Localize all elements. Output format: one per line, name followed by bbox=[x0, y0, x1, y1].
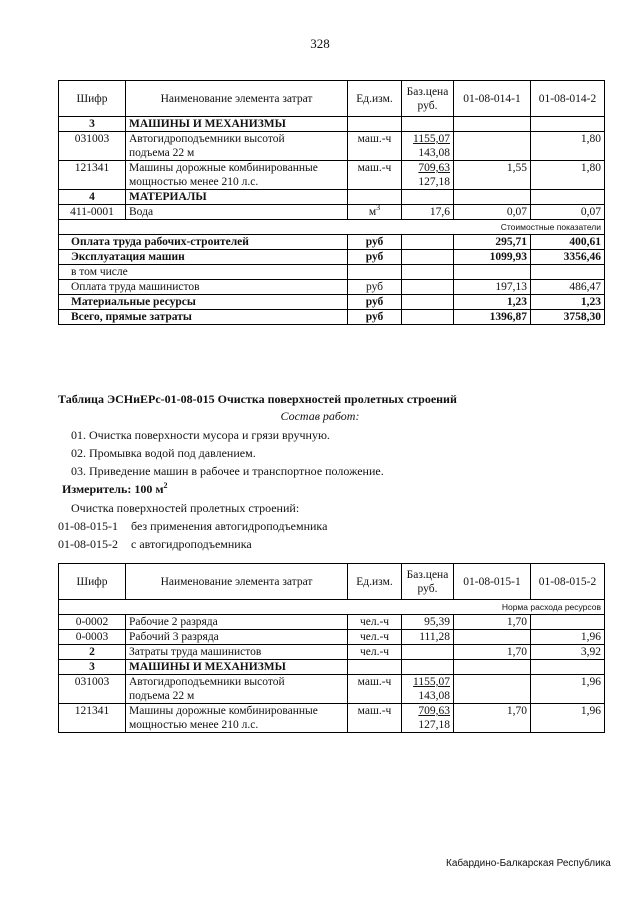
resource-name: Автогидроподъемники высотой подъема 22 м bbox=[126, 132, 348, 161]
section-title: МАШИНЫ И МЕХАНИЗМЫ bbox=[126, 660, 348, 675]
summary-col-b: 400,61 bbox=[531, 235, 605, 250]
table-title: Таблица ЭСНиЕРс-01-08-015 Очистка поверхностей пролетных строений bbox=[58, 392, 457, 406]
meter-label: Измеритель: 100 $м^2$ bbox=[62, 481, 168, 496]
summary-unit: руб bbox=[348, 310, 402, 325]
section-number: 4 bbox=[59, 190, 126, 205]
table-row bbox=[59, 630, 605, 645]
resource-code: 411-0001 bbox=[59, 205, 126, 220]
value-col-b: 1,96 bbox=[531, 630, 605, 645]
summary-col-a: 197,13 bbox=[454, 280, 531, 295]
resource-price: 709,63 127,18 bbox=[402, 704, 454, 733]
work-step: 01. Очистка поверхности мусора и грязи вручную. bbox=[71, 428, 330, 442]
section-title: МАТЕРИАЛЫ bbox=[126, 190, 348, 205]
resource-code: 0-0003 bbox=[59, 630, 126, 645]
resource-price: 95,39 bbox=[402, 615, 454, 630]
table-header-row bbox=[59, 81, 605, 117]
summary-row bbox=[59, 265, 605, 280]
resource-table-014 bbox=[58, 80, 605, 325]
value-col-a bbox=[454, 132, 531, 161]
composition-heading: Состав работ: bbox=[280, 409, 360, 423]
table-header-row bbox=[59, 564, 605, 600]
resource-code: 121341 bbox=[59, 704, 126, 733]
summary-label: Материальные ресурсы bbox=[59, 295, 348, 310]
section-row bbox=[59, 190, 605, 205]
value-col-a: 1,55 bbox=[454, 161, 531, 190]
resource-code: 0-0002 bbox=[59, 615, 126, 630]
cleaning-label: Очистка поверхностей пролетных строений: bbox=[71, 501, 300, 515]
variant-text: с автогидроподъемника bbox=[131, 537, 252, 551]
header-unit: Ед.изм. bbox=[348, 81, 402, 117]
header-code: Шифр bbox=[59, 81, 126, 117]
value-col-b: 1,80 bbox=[531, 161, 605, 190]
variant-code: 01-08-015-1 bbox=[58, 519, 118, 533]
resource-code: 121341 bbox=[59, 161, 126, 190]
footer-region: Кабардино-Балкарская Республика bbox=[446, 858, 611, 869]
resource-name: Затраты труда машинистов bbox=[126, 645, 348, 660]
value-col-a: 1,70 bbox=[454, 615, 531, 630]
summary-col-a: 295,71 bbox=[454, 235, 531, 250]
resource-unit: маш.-ч bbox=[348, 161, 402, 190]
value-col-a: 0,07 bbox=[454, 205, 531, 220]
value-col-a: 1,70 bbox=[454, 645, 531, 660]
section-row bbox=[59, 117, 605, 132]
value-col-b: 1,96 bbox=[531, 704, 605, 733]
summary-row bbox=[59, 310, 605, 325]
resource-price: 111,28 bbox=[402, 630, 454, 645]
resource-table-015 bbox=[58, 563, 605, 733]
resource-name: Машины дорожные комбинированные мощностью менее 210 л.с. bbox=[126, 704, 348, 733]
header-name: Наименование элемента затрат bbox=[126, 81, 348, 117]
summary-label: Эксплуатация машин bbox=[59, 250, 348, 265]
resource-unit: чел.-ч bbox=[348, 630, 402, 645]
cost-note: Стоимостные показатели bbox=[59, 220, 605, 235]
header-unit: Ед.изм. bbox=[348, 564, 402, 600]
value-col-a bbox=[454, 630, 531, 645]
resource-name: Рабочие 2 разряда bbox=[126, 615, 348, 630]
resource-price: 17,6 bbox=[402, 205, 454, 220]
table-row bbox=[59, 645, 605, 660]
summary-row bbox=[59, 250, 605, 265]
section-title: МАШИНЫ И МЕХАНИЗМЫ bbox=[126, 117, 348, 132]
summary-label: Оплата труда машинистов bbox=[59, 280, 348, 295]
norm-note-row bbox=[59, 600, 605, 615]
value-col-b bbox=[531, 615, 605, 630]
section-number: 3 bbox=[59, 660, 126, 675]
value-col-a bbox=[454, 675, 531, 704]
resource-price bbox=[402, 645, 454, 660]
resource-unit: маш.-ч bbox=[348, 675, 402, 704]
variant-code: 01-08-015-2 bbox=[58, 537, 118, 551]
table-row bbox=[59, 132, 605, 161]
section-row bbox=[59, 660, 605, 675]
summary-col-a: 1396,87 bbox=[454, 310, 531, 325]
resource-name: Машины дорожные комбинированные мощностью менее 210 л.с. bbox=[126, 161, 348, 190]
resource-unit: чел.-ч bbox=[348, 615, 402, 630]
resource-code: 031003 bbox=[59, 132, 126, 161]
resource-name: Автогидроподъемники высотой подъема 22 м bbox=[126, 675, 348, 704]
summary-label: в том числе bbox=[59, 265, 348, 280]
header-col-a: 01-08-014-1 bbox=[454, 81, 531, 117]
summary-col-a: 1099,93 bbox=[454, 250, 531, 265]
summary-col-b: 3758,30 bbox=[531, 310, 605, 325]
work-step: 02. Промывка водой под давлением. bbox=[71, 446, 256, 460]
header-name: Наименование элемента затрат bbox=[126, 564, 348, 600]
header-col-b: 01-08-014-2 bbox=[531, 81, 605, 117]
value-col-b: 1,80 bbox=[531, 132, 605, 161]
resource-code: 2 bbox=[59, 645, 126, 660]
table-row bbox=[59, 205, 605, 220]
resource-price: 1155,07 143,08 bbox=[402, 132, 454, 161]
work-step: 03. Приведение машин в рабочее и транспортное положение. bbox=[71, 464, 384, 478]
value-col-b: 3,92 bbox=[531, 645, 605, 660]
summary-row bbox=[59, 235, 605, 250]
header-col-b: 01-08-015-2 bbox=[531, 564, 605, 600]
resource-price: 1155,07 143,08 bbox=[402, 675, 454, 704]
variant-text: без применения автогидроподъемника bbox=[131, 519, 328, 533]
resource-code: 031003 bbox=[59, 675, 126, 704]
section-number: 3 bbox=[59, 117, 126, 132]
table-row bbox=[59, 675, 605, 704]
page-number: 328 bbox=[310, 36, 330, 51]
summary-unit: руб bbox=[348, 250, 402, 265]
summary-col-b: 1,23 bbox=[531, 295, 605, 310]
summary-unit: руб bbox=[348, 235, 402, 250]
value-col-a: 1,70 bbox=[454, 704, 531, 733]
resource-name: Вода bbox=[126, 205, 348, 220]
cost-note-row bbox=[59, 220, 605, 235]
value-col-b: 0,07 bbox=[531, 205, 605, 220]
summary-row bbox=[59, 280, 605, 295]
resource-unit: чел.-ч bbox=[348, 645, 402, 660]
table-row bbox=[59, 161, 605, 190]
norm-note: Норма расхода ресурсов bbox=[59, 600, 605, 615]
header-base-price: Баз.цена руб. bbox=[402, 564, 454, 600]
summary-col-b: 486,47 bbox=[531, 280, 605, 295]
resource-name: Рабочий 3 разряда bbox=[126, 630, 348, 645]
summary-label: Всего, прямые затраты bbox=[59, 310, 348, 325]
summary-col-a: 1,23 bbox=[454, 295, 531, 310]
summary-col-b: 3356,46 bbox=[531, 250, 605, 265]
summary-row bbox=[59, 295, 605, 310]
summary-label: Оплата труда рабочих-строителей bbox=[59, 235, 348, 250]
resource-unit: маш.-ч bbox=[348, 132, 402, 161]
summary-unit: руб bbox=[348, 295, 402, 310]
table-row bbox=[59, 704, 605, 733]
header-base-price: Баз.цена руб. bbox=[402, 81, 454, 117]
summary-unit: руб bbox=[348, 280, 402, 295]
header-code: Шифр bbox=[59, 564, 126, 600]
resource-unit: $м^3$ bbox=[348, 205, 402, 220]
header-col-a: 01-08-015-1 bbox=[454, 564, 531, 600]
resource-unit: маш.-ч bbox=[348, 704, 402, 733]
table-row bbox=[59, 615, 605, 630]
value-col-b: 1,96 bbox=[531, 675, 605, 704]
resource-price: 709,63 127,18 bbox=[402, 161, 454, 190]
